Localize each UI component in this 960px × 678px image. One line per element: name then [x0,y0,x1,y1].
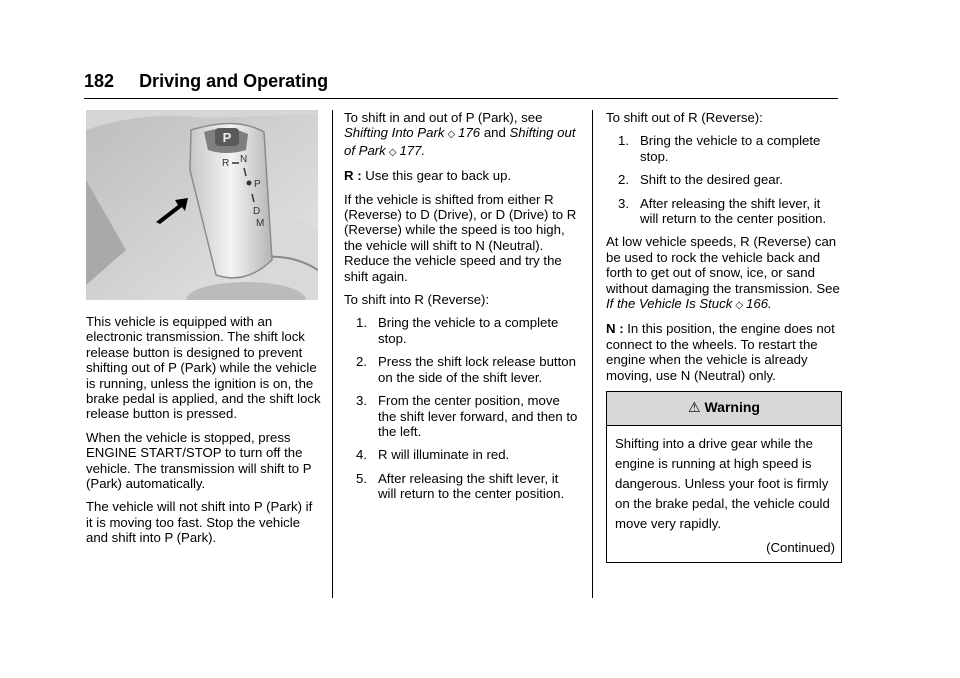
list-item: 4. R will illuminate in red. [356,447,510,463]
warning-box [606,391,842,562]
shift-lever-figure [86,110,318,300]
shift-label-n: N [240,154,248,165]
n-text: In this position, the engine does not connect to the wheels. To restart the engine when the vehicle is already moving, use N (Neutral) only. [606,321,835,383]
warning-title: Warning [704,399,760,416]
rock-text: At low vehicle speeds, R (Reverse) can be used to rock the vehicle back and forth to get out of snow, ice, or sand without damaging the transmission. See [606,234,840,296]
column-divider-2 [592,110,593,598]
shift-label-p: P [254,179,261,190]
column-3 [606,110,842,563]
shift-out-of-reverse-heading: To shift out of R (Reverse): [606,110,763,125]
rock-vehicle-paragraph: At low vehicle speeds, R (Reverse) can be used to rock the vehicle back and forth to get out of snow, ice, or sand without damaging the transmission. See If the Vehicle Is Stuck ◇ 166. [606,234,840,312]
page-ref-icon: ◇ [447,129,456,141]
column-divider-1 [332,110,333,598]
r-label: R : [344,168,362,184]
list-item: 2. Shift to the desired gear. [618,172,783,188]
n-label: N : [606,321,624,337]
column-1 [86,110,322,554]
out-of-reverse-steps-list [606,133,842,226]
ref-page-166[interactable]: 166 [746,296,769,312]
ref-vehicle-stuck[interactable]: If the Vehicle Is Stuck [606,296,733,312]
list-item: 5. After releasing the shift lever, it will return to the center position. [356,470,565,502]
reverse-steps-list [344,315,580,501]
list-item: 3. From the center position, move the shift lever forward, and then to the left. [356,393,578,439]
ref-page-176[interactable]: 176 [458,125,481,141]
list-item: 1. Bring the vehicle to a complete stop. [618,133,821,164]
warning-header [607,392,841,425]
and-text: and [483,125,506,141]
list-item: 3. After releasing the shift lever, it will return to the center position. [618,195,827,227]
neutral-definition [606,321,842,383]
r-text: Use this gear to back up. [365,168,512,184]
park-reference-paragraph: To shift in and out of P (Park), see Shifting Into Park ◇ 176 and Shifting out of Park ◇ 177. [344,110,576,158]
park-intro-text: To shift in and out of P (Park), see [344,110,543,125]
reverse-definition [344,168,580,183]
page-ref-icon: ◇ [388,146,397,158]
ref-shifting-into-park[interactable]: Shifting Into Park [344,125,445,141]
section-title: Driving and Operating [139,71,329,91]
shift-label-m: M [256,218,265,229]
warning-continued: (Continued) [766,539,835,555]
warning-body [607,426,841,562]
list-item: 2. Press the shift lock release button on the side of the shift lever. [356,354,576,385]
page-header [84,71,328,92]
shift-label-r: R [222,158,230,169]
shift-label-p-button: P [222,130,232,145]
ref-shifting-out-of-park[interactable]: Shifting out of Park [344,125,576,158]
page-number: 182 [84,71,115,91]
page-ref-icon: ◇ [735,300,744,312]
warning-text: Shifting into a drive gear while the engine is running at high speed is dangerous. Unless your foot is firmly on the brake pedal, the vehicle could move very rapidly. [615,435,830,531]
ref-page-177[interactable]: 177 [399,142,422,158]
col1-paragraph-1: This vehicle is equipped with an electronic transmission. The shift lock release button is designed to prevent shifting out of P (Park) while the vehicle is running, unless the ignition is on, the brake pedal is applied, and the shift lock release button is pressed. [86,314,321,422]
list-item: 1. Bring the vehicle to a complete stop. [356,315,559,346]
col1-paragraph-2: When the vehicle is stopped, press ENGINE START/STOP to turn off the vehicle. The transmission will shift to P (Park) automatically. [86,429,312,492]
column-2 [344,110,580,510]
col1-paragraph-3: The vehicle will not shift into P (Park) if it is moving too fast. Stop the vehicle and shift into P (Park). [86,499,313,546]
shift-label-d: D [253,206,261,217]
warning-icon: ⚠ [688,399,701,416]
shift-speed-paragraph: If the vehicle is shifted from either R (Reverse) to D (Drive), or D (Drive) to R (Reverse) while the speed is too high, the vehicle will shift to N (Neutral). Reduce the vehicle speed and try the shift again. [344,191,577,284]
header-rule [84,98,838,99]
shift-into-reverse-heading: To shift into R (Reverse): [344,292,490,308]
